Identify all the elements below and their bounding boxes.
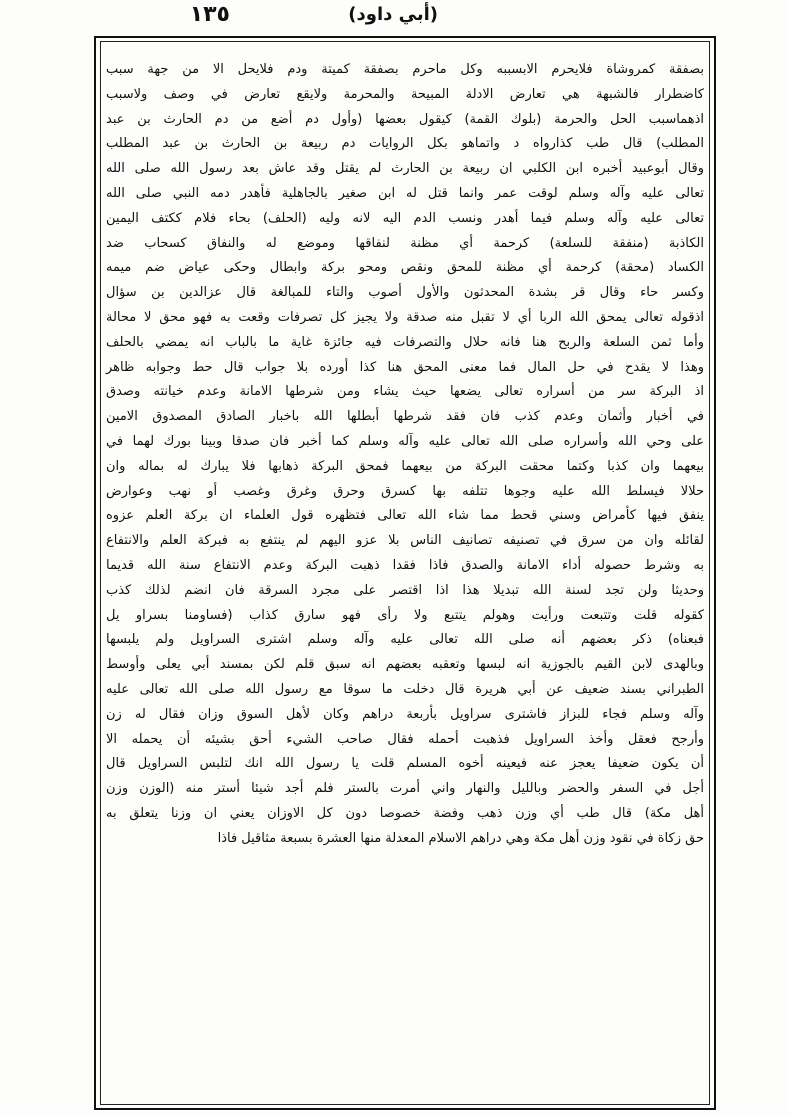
text-line: الكساد (محقة) كرحمة أي مظنة للمحق ونقص ومحو بركة وابطال وحكى عياض ضم ميمه <box>106 260 704 276</box>
text-line: كاضطرار فالشبهة هي تعارض الادلة المبيحة والمحرمة ولايقع تعارض في وصف ولاسبب <box>106 86 704 102</box>
text-line: أهل مكة) قال طب أي وزن ذهب وفضة خصوصا دون كل الاوزان يعني ان وزنا يتعلق به <box>106 805 704 821</box>
text-line: اذهماسبب الحل والحرمة (بلوك القمة) كيقول بعضها (وأول دم أضع من دم الحارث بن عبد <box>106 111 704 127</box>
text-line: وأرجح فعقل وأخذ السراويل فذهبت أحمله فقال صاحب الشيء أحق بشيئه أن يحمله الا <box>106 731 704 747</box>
text-line: وكسر حاء وقال قر بشدة المحدثون والأول أصوب والتاء للمبالغة قال عزالدين بن سؤال <box>106 285 704 301</box>
text-line: أن يكون ضعيفا يعجز عنه فيعينه أخوه المسلم قلت يا رسول الله انك لتلبس السراويل قال <box>106 756 704 772</box>
text-line: وقال أبوعبيد أخبره ابن الكلبي ان ربيعة بن الحارث لم يقتل وقد عاش بعد رسول الله صلى الله <box>106 161 704 177</box>
text-line: وهذا لا يقدح في حل المال فما معنى المحق هنا كذا أورده بلا جواب قال حط وجوابه ظاهر <box>106 359 704 375</box>
text-line: وآله وسلم فجاء للبزاز فاشترى سراويل بأربعة دراهم وكان لأهل السوق وزان فقال له زن <box>106 706 704 722</box>
text-line: بصفقة كمروشاة فلايحرم الابسببه وكل ماحرم بصفقة كميتة ودم فلايحل الا من جهة سبب <box>106 62 704 77</box>
running-header <box>60 2 730 38</box>
text-line: الكاذبة (منفقة للسلعة) كرحمة أي مظنة لنفاقها وموضع له والنفاق كسحاب ضد <box>106 235 704 251</box>
text-line: المطلب) قال طب كذارواه د واتماهو بكل الروايات دم ربيعة بن الحارث بن عبد المطلب <box>106 136 704 152</box>
text-line: كقوله قلت وتتبعت ورأيت وهولم يتتبع ولا رأى فهو سارق كذاب (فساومنا بسراو يل <box>106 607 704 623</box>
text-line: به وشرط حصوله أداء الامانة والصدق فاذا فقدا ذهبت البركة وعدم الانتفاع سنة الله قديما <box>106 557 704 573</box>
book-title: (أبي داود) <box>348 4 438 25</box>
text-line: تعالى عليه وآله وسلم لوقت عمر وانما قتل له ابن صغير بالجاهلية فأهدر دمه النبي صلى الله <box>106 185 704 201</box>
text-line: وبالهدى لابن القيم بالجوزية انه لبسها وتعقبه بعضهم انه سبق قلم لكن بمسند أبي يعلى وأوسط <box>106 657 704 673</box>
text-line: تعالى عليه وآله وسلم فيما أهدر ونسب الدم اليه لانه وليه (الحلف) بحاء فلام ككتف اليمين <box>106 210 704 226</box>
text-line: وحديثا ولن تجد لسنة الله تبديلا هذا اذا اقتصر على مجرد السرقة فان انضم لذلك كذب <box>106 582 704 598</box>
text-line: فبعناه) ذكر بعضهم أنه صلى الله تعالى عليه وآله وسلم اشترى السراويل ولم يلبسها <box>106 632 704 648</box>
text-line: لقائله وان من سرق في تصنيفه تصانيف الناس بلا عزو اليهم لم ينتفع به فبركة العلم والانتفاع <box>106 533 704 549</box>
page-number: ١٣٥ <box>189 2 230 27</box>
text-line: أجل في السفر والحضر وبالليل والنهار واني أمرت بالستر فلم أجد شيئا أستر منه (الوزن وزن <box>106 781 704 797</box>
text-line: وأما ثمن السلعة والربح هنا فانه حلال والتصرفات فيه جائزة غاية ما بالباب انه يمضي بالحلف <box>106 334 704 350</box>
text-line: ينفق فيها كأمراض وسني قحط مما شاء الله تعالى فتظهره قول العلماء ان بركة العلم عزوه <box>106 508 704 524</box>
text-line: على وحي الله وأسراره صلى الله تعالى عليه وآله وسلم كما أخبر فان صدقا وبينا بورك لهما في <box>106 433 704 449</box>
text-line: حق زكاة في نقود وزن أهل مكة وهي دراهم الاسلام المعدلة منها العشرة بسبعة مثاقيل فاذا <box>217 830 704 846</box>
text-line: اذ البركة سر من أسراره تعالى يضعها حيث يشاء ومن شرطها الامانة وعدم خيانته وصدق <box>106 384 704 400</box>
text-line: الطبراني بسند ضعيف عن أبي هريرة قال دخلت ما سوقا مع رسول الله صلى الله تعالى عليه <box>106 681 704 697</box>
text-line: بيعهما وان كذبا وكتما محقت البركة من بيعهما فمحق البركة ذهابها فلا يبارك له بماله وان <box>106 458 704 474</box>
text-line: اذقوله تعالى يمحق الله الربا أي لا تقبل منه صدقة ولا يجيز كل تصرفات وقعت به فهو محق لا محالة <box>106 309 704 325</box>
text-line: في أخبار وأثمان وعدم كذب فان فقد شرطها أبطلها الله باخبار الصادق المصدوق الامين <box>106 409 704 425</box>
text-line: حلالا فيسلط الله عليه وجوها تتلفه بها كسرق وحرق وغرق وغصب أو نهب وعوارض <box>106 483 704 499</box>
body-text <box>102 58 708 852</box>
